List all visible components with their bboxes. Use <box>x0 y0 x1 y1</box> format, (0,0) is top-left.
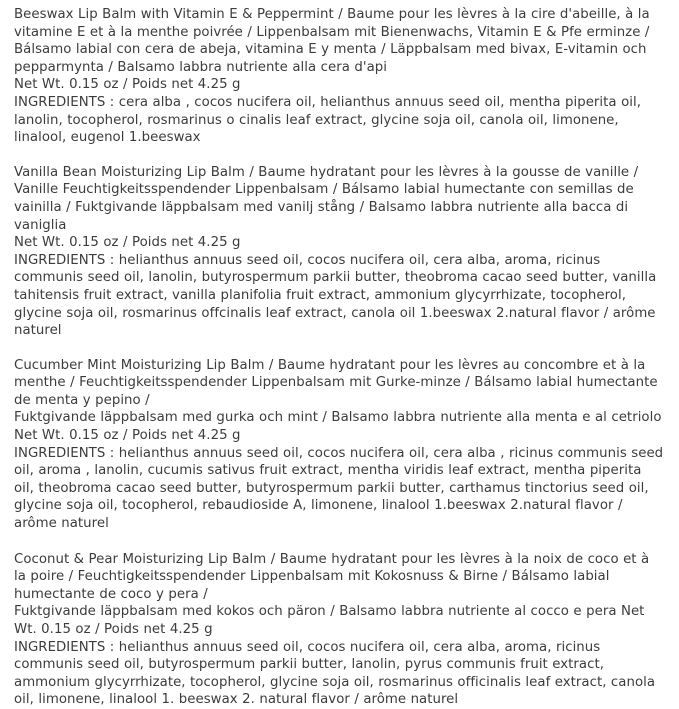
product-title: Vanilla Bean Moisturizing Lip Balm / Baume hydratant pour les lèvres à la gousse de vanille / Vanille Feuchtigkeitsspendender Lippenbalsam / Bálsamo labial humectante con semillas de vainilla / Fuktgivande läppbalsam med vanilj stång / Balsamo labbra nutriente alla bacca di vaniglia <box>14 164 639 233</box>
product-net-weight: Net Wt. 0.15 oz / Poids net 4.25 g <box>14 235 241 251</box>
product-net-weight: Fuktgivande läppbalsam med kokos och päron / Balsamo labbra nutriente al cocco e pera Net Wt. 0.15 oz / Poids net 4.25 g <box>14 604 645 637</box>
product-entry-cucumber-mint <box>14 357 665 533</box>
product-title: Coconut & Pear Moisturizing Lip Balm / Baume hydratant pour les lèvres à la noix de coco et à la poire / Feuchtigkeitsspendender Lippenbalsam mit Kokosnuss & Birne / Bálsamo labial humectante de coco y pera / <box>14 551 650 602</box>
product-entry-coconut-pear <box>14 551 665 709</box>
product-title: Cucumber Mint Moisturizing Lip Balm / Baume hydratant pour les lèvres au concombre et à la menthe / Feuchtigkeitsspendender Lippenbalsam mit Gurke-minze / Bálsamo labial humectante de menta y pepino / <box>14 357 658 408</box>
product-net-weight: Net Wt. 0.15 oz / Poids net 4.25 g <box>14 77 241 93</box>
product-ingredients: INGREDIENTS : helianthus annuus seed oil, cocos nucifera oil, cera alba , ricinus communis seed oil, aroma , lanolin, cucumis sativus fruit extract, mentha viridis leaf extract, mentha piperita oil, theobroma cacao seed butter, butyrospermum parkii butter, carthamus tinctorius seed oil, glycine soja oil, tocopherol, rebaudioside A, limonene, linalool 1.beeswax 2.natural flavor / arôme naturel <box>14 445 664 532</box>
section-spacer <box>14 533 665 551</box>
product-ingredients: INGREDIENTS : helianthus annuus seed oil, cocos nucifera oil, cera alba, aroma, ricinus communis seed oil, lanolin, butyrospermum parkii butter, theobroma cacao seed butter, vanilla tahitensis fruit extract, vanilla planifolia fruit extract, ammonium glycyrrhizate, tocopherol, glycine soja oil, rosmarinus offcinalis leaf extract, canola oil 1.beeswax 2.natural flavor / arôme naturel <box>14 252 657 339</box>
product-net-weight: Fuktgivande läppbalsam med gurka och mint / Balsamo labbra nutriente alla menta e al cetriolo Net Wt. 0.15 oz / Poids net 4.25 g <box>14 410 662 444</box>
product-title: Beeswax Lip Balm with Vitamin E & Peppermint / Baume pour les lèvres à la cire d'abeille, à la vitamine E et à la menthe poivrée / Lippenbalsam mit Bienenwachs, Vitamin E & Pfe erminze / Bálsamo labial con cera de abeja, vitamina E y menta / Läppbalsam med bivax, E-vitamin och pepparmynta / Balsamo labbra nutriente alla cera d'api <box>14 7 650 75</box>
product-entry-beeswax <box>14 6 665 147</box>
product-entry-vanilla-bean <box>14 164 665 340</box>
product-ingredients: INGREDIENTS : cera alba , cocos nucifera oil, helianthus annuus seed oil, mentha piperita oil, lanolin, tocopherol, rosmarinus o cinalis leaf extract, glycine soja oil, canola oil, limonene, linalool, eugenol 1.beeswax <box>14 94 641 146</box>
product-ingredients: INGREDIENTS : helianthus annuus seed oil, cocos nucifera oil, cera alba, aroma, ricinus communis seed oil, butyrospermum parkii butter, lanolin, pyrus communis fruit extract, ammonium glycyrrhizate, tocopherol, glycine soja oil, rosmarinus officinalis leaf extract, canola oil, limonene, linalool 1. beeswax 2. natural flavor / arôme naturel <box>14 639 656 708</box>
